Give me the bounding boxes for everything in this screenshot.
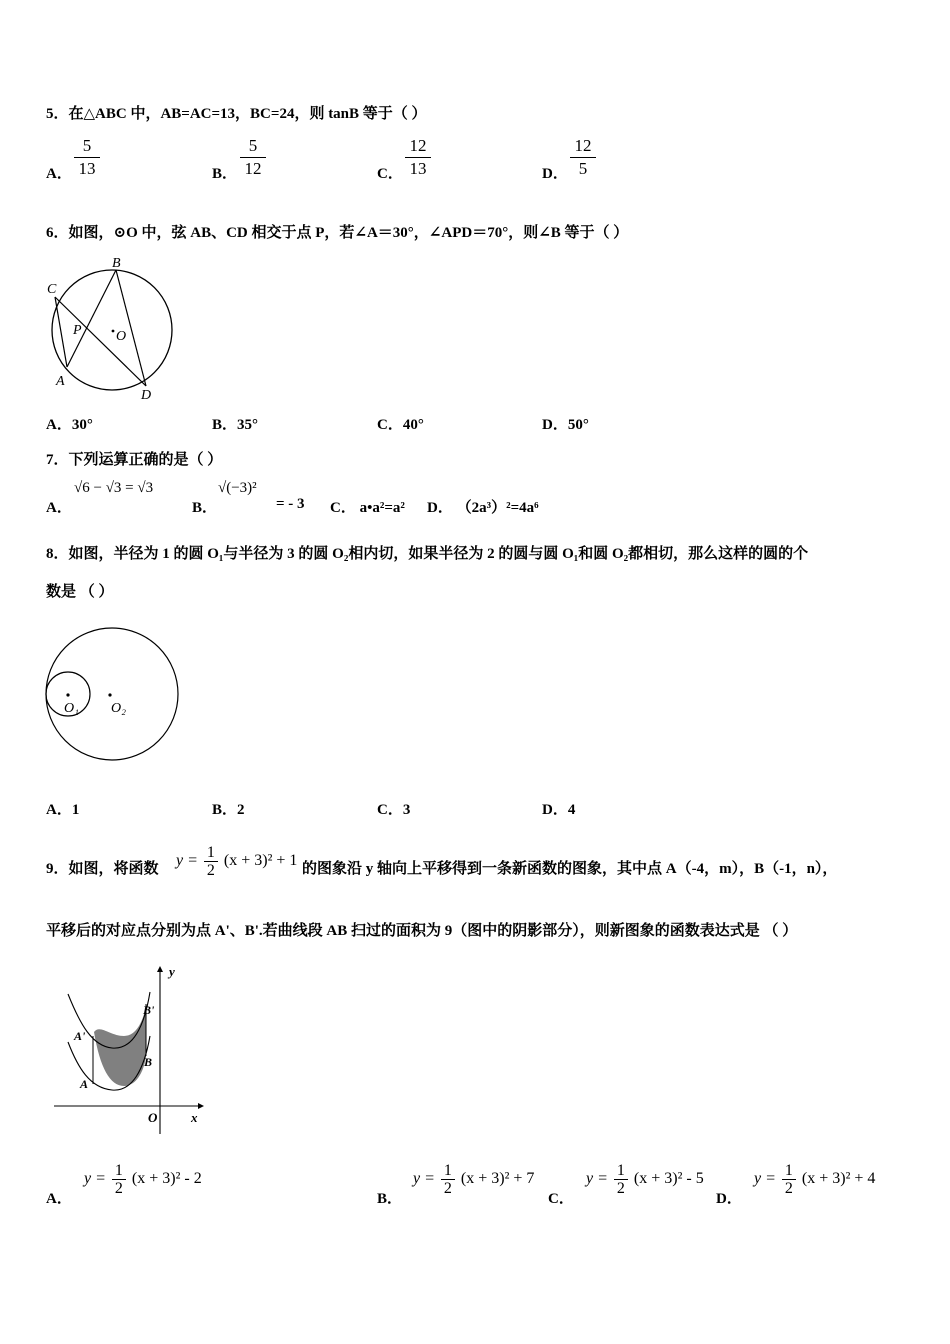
q5-option-b-fraction bbox=[240, 136, 266, 179]
q8-option-b-text: 2 bbox=[237, 802, 245, 818]
q6-chord-ab bbox=[67, 270, 116, 367]
q5-option-c-num: 12 bbox=[409, 136, 427, 155]
q9-option-c-label: C． bbox=[548, 1191, 574, 1207]
q7-option-b-math: √(−3)² bbox=[218, 480, 257, 496]
q9-option-a-num: 1 bbox=[114, 1162, 123, 1179]
q6-circle bbox=[52, 270, 172, 390]
q6-option-c-label: C． bbox=[377, 417, 403, 433]
q7-option-b-tail: = - 3 bbox=[276, 496, 305, 512]
q6-option-b bbox=[212, 413, 258, 434]
q5-stem: 5．在△ABC 中，AB=AC=13，BC=24，则 tanB 等于（ ） bbox=[46, 106, 427, 122]
q7-option-b-label: B． bbox=[192, 500, 218, 516]
q8-option-c bbox=[377, 798, 410, 819]
q9-parabola-figure bbox=[50, 964, 210, 1136]
q9-label-y: y bbox=[169, 964, 175, 979]
q9-option-d-label: D． bbox=[716, 1191, 742, 1207]
q8-tangent-circles-figure bbox=[40, 624, 185, 764]
q8-option-d-text: 4 bbox=[567, 802, 576, 818]
q6-option-d-label: D． bbox=[542, 417, 568, 433]
q9-option-d-num: 1 bbox=[784, 1162, 793, 1179]
q9-label-b: B bbox=[144, 1055, 153, 1069]
q9-option-d-den: 2 bbox=[784, 1180, 793, 1197]
q9-option-c-rhs: (x + 3)² - 5 bbox=[633, 1170, 704, 1188]
q9-label-o: O bbox=[148, 1110, 158, 1125]
q8-option-c-label: C． bbox=[377, 802, 403, 818]
q9-option-c-lhs: y = bbox=[586, 1170, 608, 1188]
q9-stem-line2: 平移后的对应点分别为点 A'、B'.若曲线段 AB 扫过的面积为 9（图中的阴影部分），则新图象的函数表达式是 （ ） bbox=[46, 923, 798, 939]
q8-circle-o2 bbox=[46, 628, 178, 760]
q8-center-o1-dot bbox=[66, 693, 69, 696]
q9-option-b-math bbox=[413, 1162, 534, 1197]
q9-option-d-lhs: y = bbox=[754, 1170, 776, 1188]
q8-option-a-text: 1 bbox=[71, 802, 80, 818]
q6-option-d-text: 50° bbox=[567, 417, 589, 433]
q6-stem: 6．如图，⊙O 中，弦 AB、CD 相交于点 P，若∠A＝30°，∠APD＝70°，则∠B 等于（ ） bbox=[46, 225, 629, 241]
q9-option-b-num: 1 bbox=[443, 1162, 452, 1179]
q8-option-a bbox=[46, 798, 79, 819]
q6-label-b: B bbox=[112, 256, 121, 271]
q5-option-a-fraction bbox=[74, 136, 100, 179]
q9-stem-post: 的图象沿 y 轴向上平移得到一条新函数的图象，其中点 A（-4，m），B（-1，n）， bbox=[302, 861, 838, 877]
q5-option-b-den: 12 bbox=[244, 159, 262, 178]
q7-option-d: D． （2a³）²=4a⁶ bbox=[427, 500, 539, 516]
q6-option-b-label: B． bbox=[212, 417, 238, 433]
q6-label-a: A bbox=[56, 374, 65, 389]
q9-option-a-fraction bbox=[112, 1162, 126, 1197]
q8-option-b-label: B． bbox=[212, 802, 238, 818]
q9-option-b-fraction bbox=[441, 1162, 455, 1197]
q5-option-b-label: B． bbox=[212, 166, 238, 182]
q7-option-c: C． a•a²=a² bbox=[330, 500, 405, 516]
q6-option-b-text: 35° bbox=[237, 417, 259, 433]
q9-stem-func-lhs: y = bbox=[176, 852, 198, 870]
q9-stem-func-den: 2 bbox=[206, 862, 215, 879]
q9-option-a-label: A． bbox=[46, 1191, 72, 1207]
q5-option-c-label: C． bbox=[377, 166, 403, 182]
q9-option-b-lhs: y = bbox=[413, 1170, 435, 1188]
q5-option-d-fraction bbox=[570, 136, 596, 179]
q7-option-a-math: √6 − √3 = √3 bbox=[74, 480, 154, 496]
q9-x-axis-arrow bbox=[198, 1103, 204, 1109]
q6-option-a bbox=[46, 413, 93, 434]
q9-y-axis-arrow bbox=[157, 966, 163, 972]
q9-option-d-math bbox=[754, 1162, 875, 1197]
q8-label-o1: O₁ bbox=[64, 701, 79, 716]
q8-stem-line1: 8．如图，半径为 1 的圆 O₁与半径为 3 的圆 O₂相内切，如果半径为 2 的圆与圆 O₁和圆 O₂都相切，那么这样的圆的个 bbox=[46, 546, 809, 562]
q8-label-o2: O₂ bbox=[111, 701, 126, 716]
q6-label-o: O bbox=[116, 329, 127, 344]
q5-option-d-den: 5 bbox=[578, 159, 588, 178]
q6-chord-cd bbox=[55, 297, 146, 386]
q5-option-a-num: 5 bbox=[82, 136, 92, 155]
q9-option-a-math bbox=[84, 1162, 202, 1197]
q6-segment-bd bbox=[116, 270, 146, 386]
q9-label-a-prime: A' bbox=[74, 1029, 86, 1043]
q5-option-d-label: D． bbox=[542, 166, 568, 182]
q8-stem-line2: 数是 （ ） bbox=[46, 584, 114, 600]
q9-option-d-rhs: (x + 3)² + 4 bbox=[801, 1170, 876, 1188]
q8-option-d-label: D． bbox=[542, 802, 568, 818]
q9-option-a-lhs: y = bbox=[84, 1170, 106, 1188]
q9-option-c-num: 1 bbox=[616, 1162, 625, 1179]
q9-stem-func-fraction bbox=[204, 844, 218, 879]
q6-center-dot bbox=[112, 330, 115, 333]
q5-option-d-num: 12 bbox=[574, 136, 592, 155]
q9-label-x: x bbox=[191, 1110, 198, 1125]
q9-option-d-fraction bbox=[782, 1162, 796, 1197]
q6-option-a-text: 30° bbox=[71, 417, 93, 433]
q8-option-b bbox=[212, 798, 245, 819]
q6-option-d bbox=[542, 413, 589, 434]
q9-stem-function bbox=[176, 844, 297, 879]
q8-option-c-text: 3 bbox=[402, 802, 411, 818]
q8-center-o2-dot bbox=[108, 693, 111, 696]
q8-option-a-label: A． bbox=[46, 802, 72, 818]
q9-option-b-rhs: (x + 3)² + 7 bbox=[460, 1170, 535, 1188]
q5-option-b-num: 5 bbox=[248, 136, 258, 155]
q5-option-a-label: A． bbox=[46, 166, 72, 182]
q6-option-c-text: 40° bbox=[402, 417, 424, 433]
q5-option-c-fraction bbox=[405, 136, 431, 179]
q6-circle-figure bbox=[42, 252, 182, 402]
q8-option-d bbox=[542, 798, 575, 819]
q9-option-c-den: 2 bbox=[616, 1180, 625, 1197]
q9-option-c-math bbox=[586, 1162, 704, 1197]
q9-option-a-rhs: (x + 3)² - 2 bbox=[131, 1170, 202, 1188]
q6-label-p: P bbox=[73, 323, 82, 338]
q6-label-c: C bbox=[47, 282, 57, 297]
q5-option-a-den: 13 bbox=[78, 159, 96, 178]
q9-option-b-label: B． bbox=[377, 1191, 403, 1207]
q9-stem-pre: 9．如图，将函数 bbox=[46, 861, 159, 877]
q9-stem-func-num: 1 bbox=[206, 844, 215, 861]
q9-option-a-den: 2 bbox=[114, 1180, 123, 1197]
q6-option-c bbox=[377, 413, 424, 434]
q9-stem-func-rhs: (x + 3)² + 1 bbox=[223, 852, 298, 870]
q9-option-c-fraction bbox=[614, 1162, 628, 1197]
q6-option-a-label: A． bbox=[46, 417, 72, 433]
q5-option-c-den: 13 bbox=[409, 159, 427, 178]
q9-label-a: A bbox=[80, 1077, 89, 1091]
q6-label-d: D bbox=[141, 388, 152, 402]
q9-option-b-den: 2 bbox=[443, 1180, 452, 1197]
q7-option-a-label: A． bbox=[46, 500, 72, 516]
q7-stem: 7．下列运算正确的是（ ） bbox=[46, 452, 223, 468]
q9-label-b-prime: B' bbox=[143, 1003, 155, 1017]
